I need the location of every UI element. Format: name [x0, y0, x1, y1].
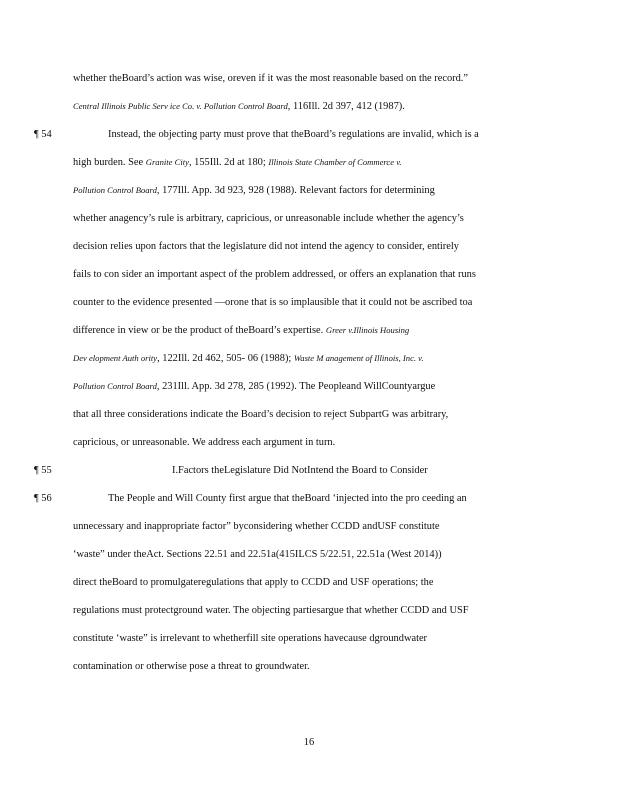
paragraph-number: ¶ 54 — [34, 129, 52, 140]
citation-reporter: , 231Ill. App. 3d 278, 285 (1992). The Peopleand WillCountyargue — [156, 381, 436, 392]
text-line — [73, 100, 548, 113]
text-line — [73, 380, 548, 393]
text-line: capricious, or unreasonable. We address each argument in turn. — [73, 437, 336, 448]
text-line: whether theBoard’s action was wise, oreven if it was the most reasonable based on the record.” — [73, 73, 469, 84]
citation-reporter: , 116Ill. 2d 397, 412 (1987). — [287, 101, 405, 112]
text-line: constitute ‘waste” is irrelevant to whetherfill site operations havecause dgroundwater — [73, 633, 428, 644]
text-line: whether anagency’s rule is arbitrary, capricious, or unreasonable include whether the agency’s — [73, 213, 464, 224]
text-run: difference in view or be the product of theBoard’s expertise. — [73, 325, 324, 336]
citation-reporter: , 122Ill. 2d 462, 505- 06 (1988); — [157, 353, 292, 364]
paragraph-number: ¶ 55 — [34, 465, 52, 476]
text-line — [73, 324, 548, 337]
case-citation: Waste M anagement of Illinois, Inc. v. — [293, 353, 424, 363]
text-line: counter to the evidence presented —orone that is so implausible that it could not be ascribed toa — [73, 297, 473, 308]
text-line: Instead, the objecting party must prove that theBoard’s regulations are invalid, which is a — [108, 129, 479, 140]
text-line: ‘waste” under theAct. Sections 22.51 and 22.51a(415ILCS 5/22.51, 22.51a (West 2014)) — [73, 549, 442, 560]
case-citation: Pollution Control Board — [73, 381, 157, 391]
citation-reporter: , 177Ill. App. 3d 923, 928 (1988). Relevant factors for determining — [156, 185, 435, 196]
text-line — [73, 352, 548, 365]
text-line: decision relies upon factors that the legislature did not intend the agency to consider, entirely — [73, 241, 459, 252]
text-run: high burden. See — [73, 157, 144, 168]
text-line: regulations must protectground water. The objecting partiesargue that whether CCDD and USF — [73, 605, 469, 616]
case-citation: Illinois State Chamber of Commerce v. — [268, 157, 402, 167]
text-line: contamination or otherwise pose a threat to groundwater. — [73, 661, 310, 672]
text-line: fails to con sider an important aspect of the problem addressed, or offers an explanation that runs — [73, 269, 476, 280]
text-line — [73, 156, 548, 169]
case-citation: Pollution Control Board — [73, 185, 157, 195]
paragraph-number: ¶ 56 — [34, 493, 52, 504]
text-line: that all three considerations indicate the Board’s decision to reject SubpartG was arbitrary, — [73, 409, 449, 420]
case-citation: Dev elopment Auth ority — [73, 353, 158, 363]
text-line: unnecessary and inappropriate factor” byconsidering whether CCDD andUSF constitute — [73, 521, 440, 532]
case-citation: Greer v.Illinois Housing — [325, 325, 410, 335]
case-citation: Granite City — [145, 157, 189, 167]
page-number: 16 — [303, 737, 315, 748]
case-citation: Central Illinois Public Serv ice Co. v. Pollution Control Board — [73, 101, 288, 111]
text-line: direct theBoard to promulgateregulations that apply to CCDD and USF operations; the — [73, 577, 434, 588]
citation-reporter: , 155Ill. 2d at 180; — [188, 157, 266, 168]
text-line: The People and Will County first argue that theBoard ‘injected into the pro ceeding an — [108, 493, 467, 504]
section-heading: I.Factors theLegislature Did NotIntend the Board to Consider — [172, 465, 428, 476]
text-line — [73, 184, 548, 197]
